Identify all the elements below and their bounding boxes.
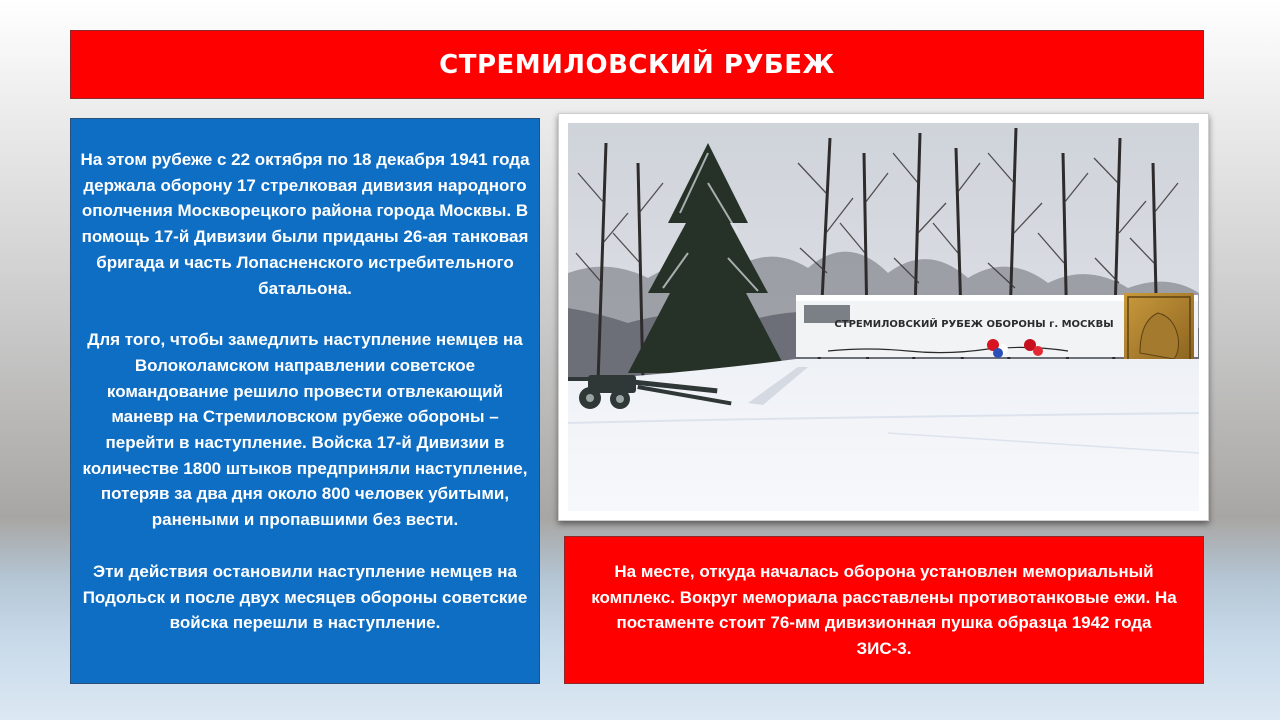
memorial-photo-frame <box>558 113 1209 521</box>
history-text-panel <box>70 118 540 684</box>
history-paragraph-2: Для того, чтобы замедлить наступление немцев на Волоколамском направлении советское командование решило провести отвлекающий маневр на Стремиловском рубеже обороны – перейти в наступление. Войска 17-й Дивизии в количестве 1800 штыков предприняли наступление, потеряв за два дня около 800 человек убитыми, ранеными и пропавшими без вести. <box>82 330 528 530</box>
history-paragraph-3: Эти действия остановили наступление немцев на Подольск и после двух месяцев обороны советские войска перешли в наступление. <box>82 561 528 633</box>
memorial-description-panel <box>564 536 1204 684</box>
slide-title: СТРЕМИЛОВСКИЙ РУБЕЖ <box>439 49 835 80</box>
history-paragraph-1: На этом рубеже с 22 октября по 18 декабря 1941 года держала оборону 17 стрелковая дивизия народного ополчения Москворецкого района города Москвы. В помощь 17-й Дивизии были приданы 26-ая танковая бригада и часть Лопасненского истребительного батальона. <box>80 150 530 298</box>
monument-inscription: СТРЕМИЛОВСКИЙ РУБЕЖ ОБОРОНЫ г. МОСКВЫ <box>834 319 1114 330</box>
title-banner <box>70 30 1204 99</box>
memorial-description: На месте, откуда началась оборона установлен мемориальный комплекс. Вокруг мемориала расставлены противотанковые ежи. На постаменте стоит 76-мм дивизионная пушка образца 1942 года ЗИС-3. <box>591 562 1177 658</box>
memorial-photo <box>568 123 1199 511</box>
